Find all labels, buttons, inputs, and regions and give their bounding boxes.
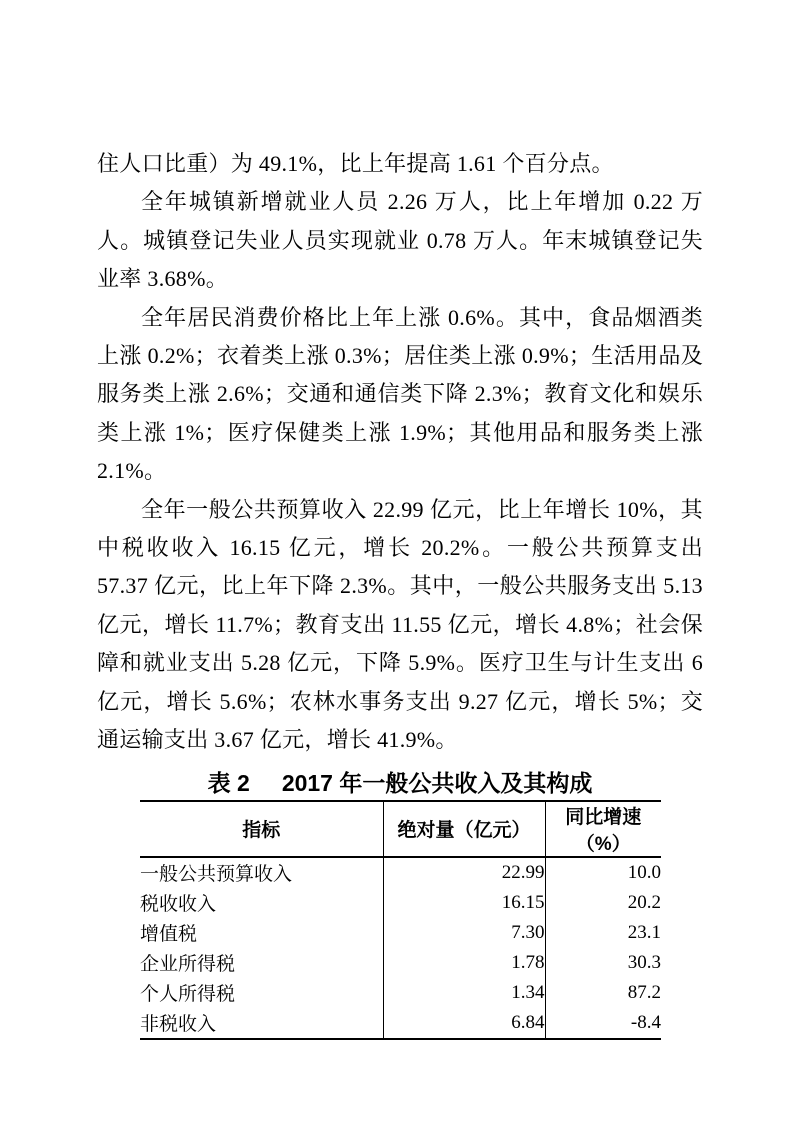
table-row bbox=[140, 857, 661, 888]
indicator-cell: 企业所得税 bbox=[140, 954, 236, 975]
header-indicator: 指标 bbox=[140, 801, 383, 857]
indicator-cell: 一般公共预算收入 bbox=[140, 864, 293, 885]
table-row bbox=[140, 888, 661, 918]
header-growth-rate: 同比增速（%） bbox=[545, 801, 661, 857]
table-row bbox=[140, 978, 661, 1008]
paragraph-public-budget: 全年一般公共预算收入 22.99 亿元，比上年增长 10%，其中税收收入 16.15 亿元，增长 20.2%。一般公共预算支出 57.37 亿元，比上年下降 2.3%。其中，一般公共服务支出 5.13 亿元，增长 11.7%；教育支出 11.55 亿元，增长 4.8%；社会保障和就业支出 5.28 亿元，下降 5.9%。医疗卫生与计生支出 6 亿元，增长 5.6%；农林水事务支出 9.27 亿元，增长 5%；交通运输支出 3.67 亿元，增长 41.9%。 bbox=[97, 496, 703, 753]
table-row bbox=[140, 948, 661, 978]
paragraph-population-continuation: 住人口比重）为 49.1%，比上年提高 1.61 个百分点。 bbox=[97, 151, 614, 176]
table-row bbox=[140, 918, 661, 948]
growth-rate-cell: 23.1 bbox=[545, 918, 661, 948]
table-caption bbox=[97, 768, 703, 798]
growth-rate-cell: 10.0 bbox=[545, 857, 661, 888]
page-content bbox=[97, 145, 703, 1040]
absolute-value-cell: 1.78 bbox=[383, 948, 545, 978]
absolute-value-cell: 16.15 bbox=[383, 888, 545, 918]
absolute-value-cell: 1.34 bbox=[383, 978, 545, 1008]
public-revenue-table bbox=[140, 800, 661, 1040]
growth-rate-cell: 87.2 bbox=[545, 978, 661, 1008]
absolute-value-cell: 7.30 bbox=[383, 918, 545, 948]
indicator-cell: 增值税 bbox=[140, 924, 198, 945]
table-row bbox=[140, 1008, 661, 1039]
growth-rate-cell: 20.2 bbox=[545, 888, 661, 918]
growth-rate-cell: -8.4 bbox=[545, 1008, 661, 1039]
table-caption-title: 2017 年一般公共收入及其构成 bbox=[281, 769, 593, 796]
paragraph-employment: 全年城镇新增就业人员 2.26 万人，比上年增加 0.22 万人。城镇登记失业人员实现就业 0.78 万人。年末城镇登记失业率 3.68%。 bbox=[97, 189, 703, 292]
absolute-value-cell: 6.84 bbox=[383, 1008, 545, 1039]
absolute-value-cell: 22.99 bbox=[383, 857, 545, 888]
table-caption-label: 表 2 bbox=[207, 769, 250, 796]
paragraph-consumer-prices: 全年居民消费价格比上年上涨 0.6%。其中，食品烟酒类上涨 0.2%；衣着类上涨 0.3%；居住类上涨 0.9%；生活用品及服务类上涨 2.6%；交通和通信类下降 2.3%；教育文化和娱乐类上涨 1%；医疗保健类上涨 1.9%；其他用品和服务类上涨 2.1%。 bbox=[97, 304, 703, 484]
indicator-cell: 非税收入 bbox=[140, 1014, 217, 1035]
growth-rate-cell: 30.3 bbox=[545, 948, 661, 978]
indicator-cell: 个人所得税 bbox=[140, 984, 236, 1005]
header-absolute-value: 绝对量（亿元） bbox=[383, 801, 545, 857]
indicator-cell: 税收收入 bbox=[140, 894, 217, 915]
table-header-row bbox=[140, 801, 661, 857]
